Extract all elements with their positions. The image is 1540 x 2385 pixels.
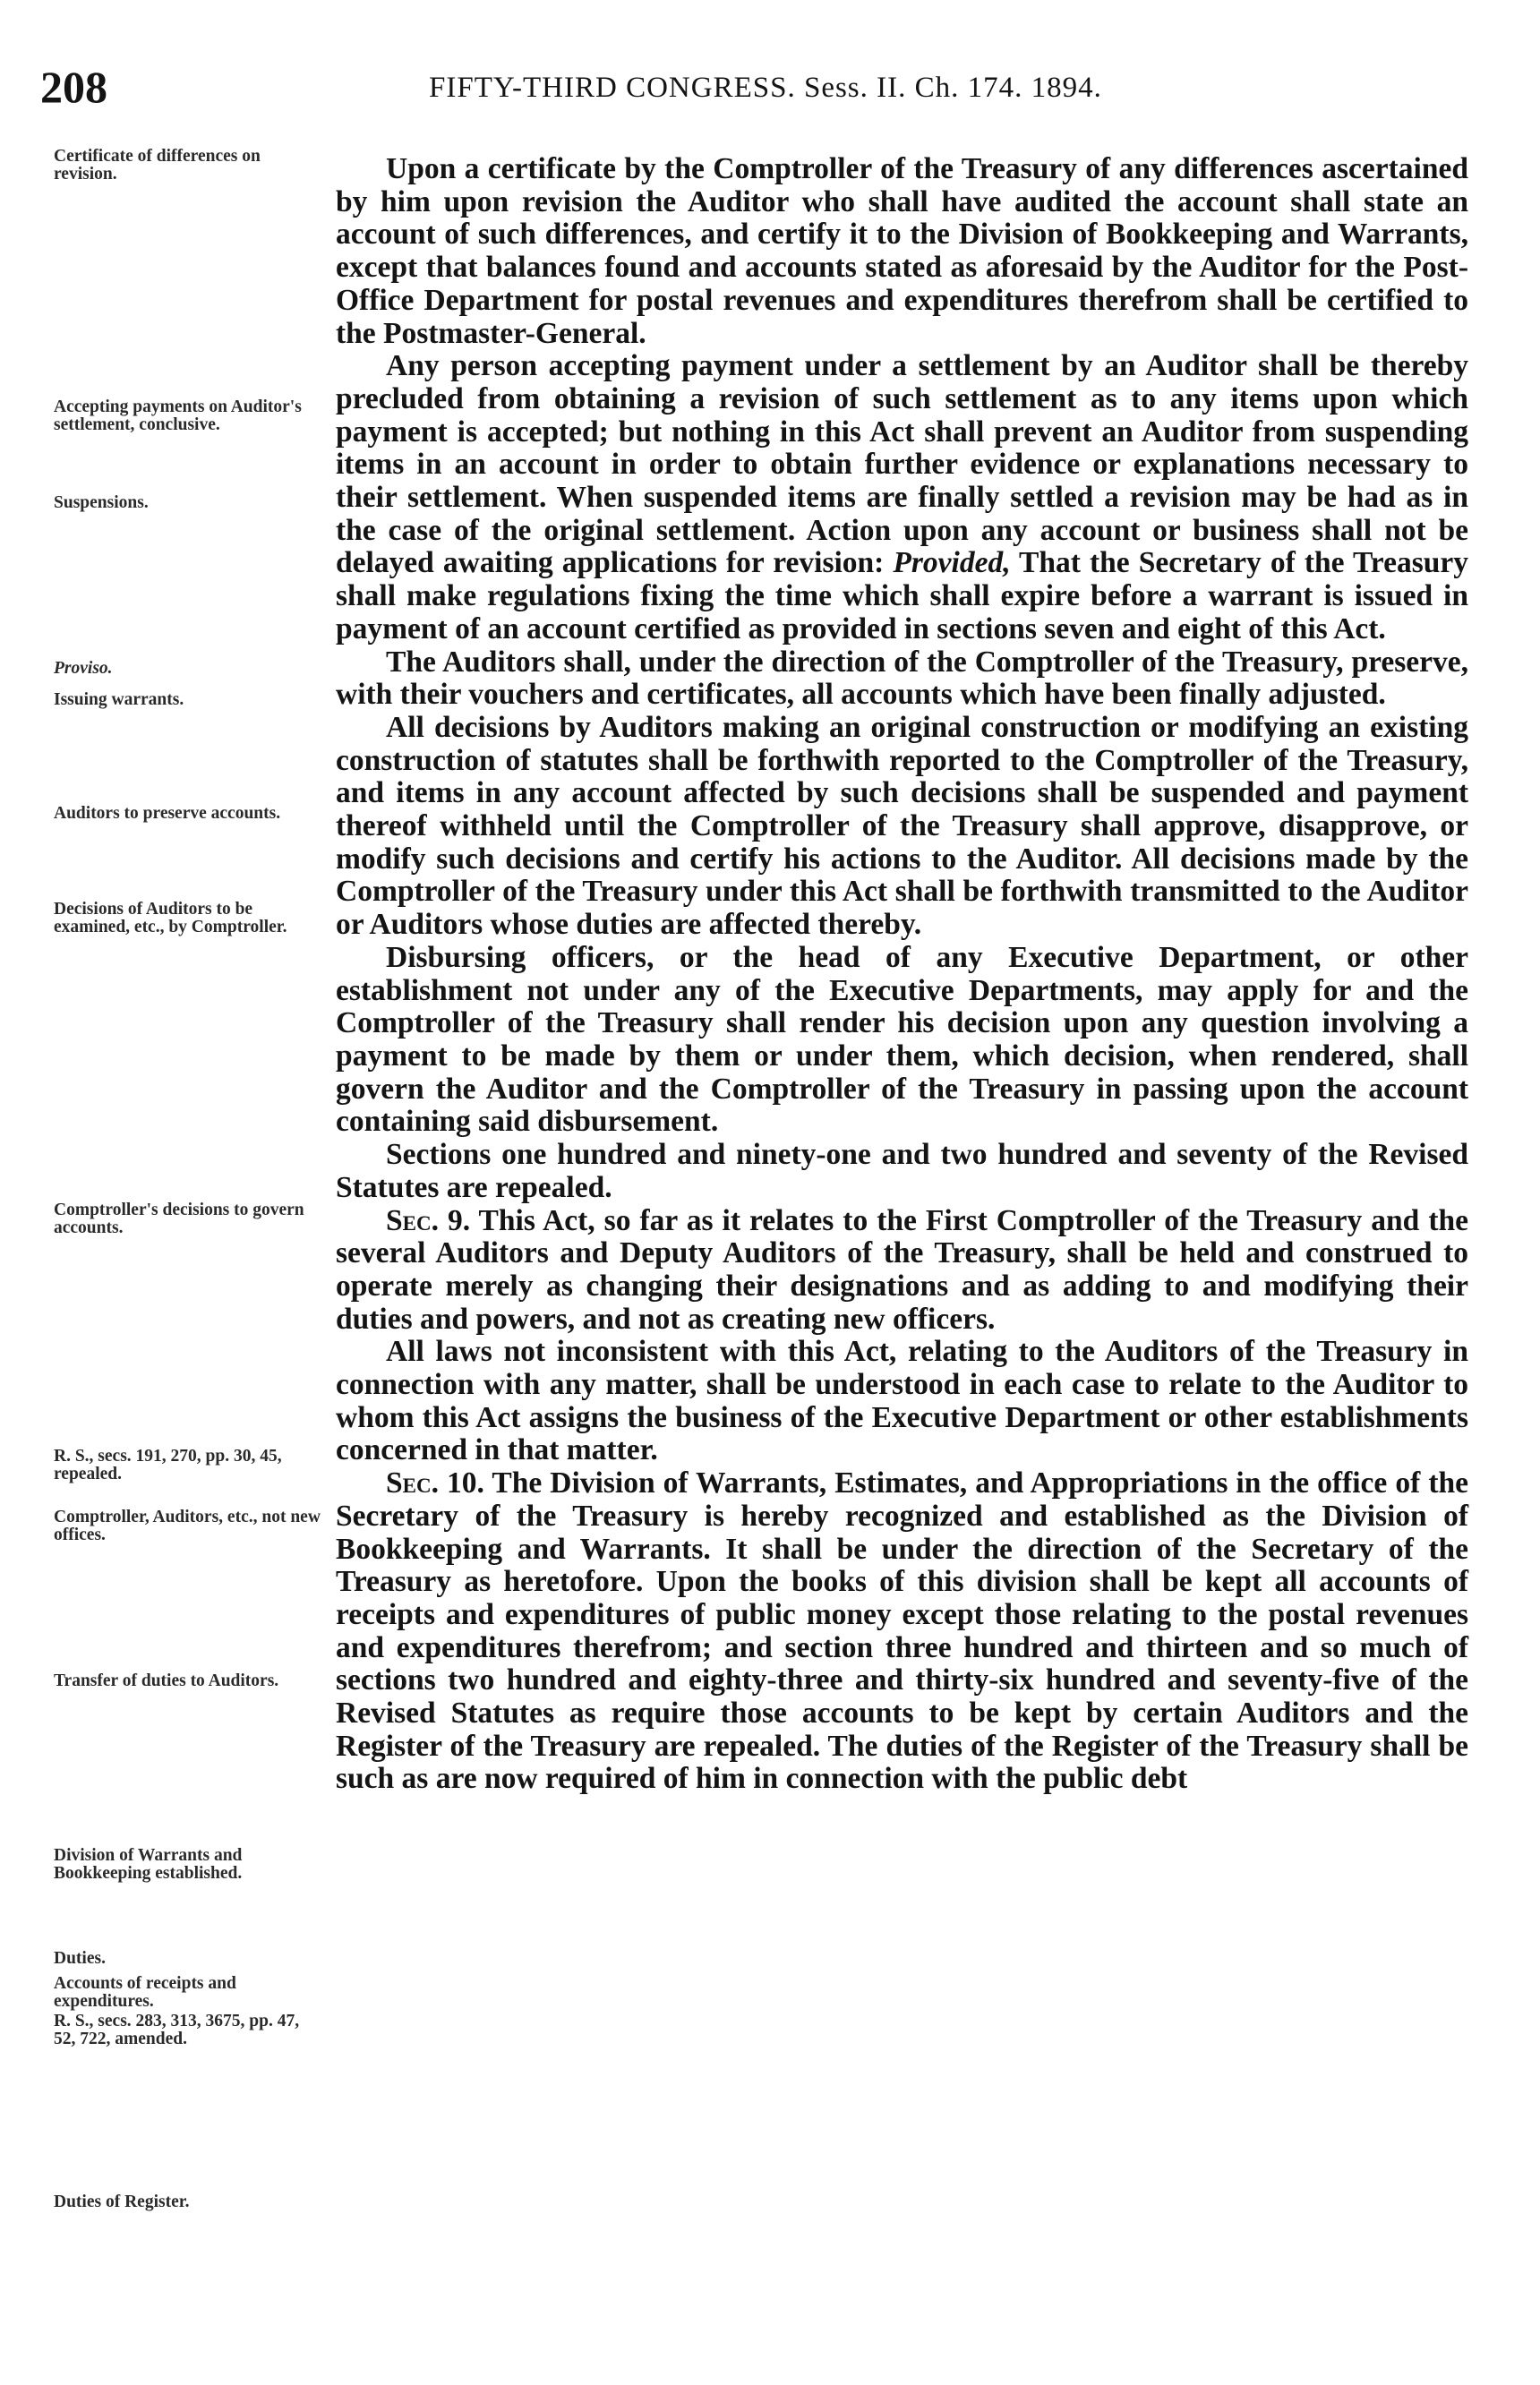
margin-note: Suspensions. [54, 493, 149, 512]
margin-note: R. S., secs. 191, 270, pp. 30, 45, repealed. [54, 1447, 282, 1483]
paragraph: The Auditors shall, under the direction of the Comptroller of the Treasury, preserve, with their vouchers and certificates, all accounts which have been finally adjusted. [336, 645, 1468, 712]
margin-note: Accepting payments on Auditor's settlement, conclusive. [54, 398, 302, 434]
running-title: FIFTY-THIRD CONGRESS. Sess. II. Ch. 174. 1894. [429, 72, 1102, 104]
section-label: Sec. 10. [386, 1466, 484, 1500]
margin-note: Issuing warrants. [54, 690, 184, 709]
margin-note: Certificate of differences on revision. [54, 147, 261, 184]
margin-note: Transfer of duties to Auditors. [54, 1671, 279, 1690]
paragraph: All decisions by Auditors making an original construction or modifying an existing construction of statutes shall be forthwith reported to the Comptroller of the Treasury, and items in any account affected by such decisions shall be suspended and payment thereof withheld until the Comptroller of the Treasury shall approve, disapprove, or modify such decisions and certify his actions to the Auditor. All decisions made by the Comptroller of the Treasury under this Act shall be forthwith transmitted to the Auditor or Auditors whose duties are affected thereby. [336, 710, 1468, 942]
margin-note: Comptroller's decisions to govern accounts. [54, 1201, 304, 1237]
paragraph: Sections one hundred and ninety-one and two hundred and seventy of the Revised Statutes are repealed. [336, 1138, 1468, 1204]
section-label: Sec. 9. [386, 1203, 471, 1237]
margin-note: Comptroller, Auditors, etc., not new offices. [54, 1508, 321, 1544]
proviso-label: Provided, [893, 546, 1011, 580]
paragraph: All laws not inconsistent with this Act, relating to the Auditors of the Treasury in connection with any matter, shall be understood in each case to relate to the Auditor to whom this Act assigns the business of the Executive Department or other establishments concerned in that matter. [336, 1335, 1468, 1467]
margin-note: Duties. [54, 1949, 106, 1968]
margin-note: Duties of Register. [54, 2193, 190, 2211]
statute-body [336, 153, 1468, 1796]
margin-note: Auditors to preserve accounts. [54, 804, 281, 823]
paragraph: Disbursing officers, or the head of any Executive Department, or other establishment not under any of the Executive Departments, may apply for and the Comptroller of the Treasury shall render his decision upon any question involving a payment to be made by them or under them, which decision, when rendered, shall govern the Auditor and the Comptroller of the Treasury in passing upon the account containing said disbursement. [336, 940, 1468, 1139]
paragraph: Sec. 10. The Division of Warrants, Estimates, and Appropriations in the office of the Secretary of the Treasury is hereby recognized and established as the Division of Bookkeeping and Warrants. It shall be under the direction of the Secretary of the Treasury as heretofore. Upon the books of this division shall be kept all accounts of receipts and expenditures of public money except those relating to the postal revenues and expenditures therefrom; and section three hundred and thirteen and so much of sections two hundred and eighty-three and thirty-six hundred and seventy-five of the Revised Statutes as require those accounts to be kept by certain Auditors and the Register of the Treasury are repealed. The duties of the Register of the Treasury shall be such as are now required of him in connection with the public debt [336, 1466, 1468, 1796]
margin-notes [0, 0, 331, 2385]
margin-note: R. S., secs. 283, 313, 3675, pp. 47, 52, 722, amended. [54, 2012, 300, 2048]
margin-note: Division of Warrants and Bookkeeping established. [54, 1846, 243, 1883]
margin-note: Accounts of receipts and expenditures. [54, 1974, 236, 2011]
page-number: 208 [40, 62, 107, 112]
paragraph: Upon a certificate by the Comptroller of the Treasury of any differences ascertained by him upon revision the Auditor who shall have audited the account shall state an account of such differences, and certify it to the Division of Bookkeeping and Warrants, except that balances found and accounts stated as aforesaid by the Auditor for the Post-Office Department for postal revenues and expenditures therefrom shall be certified to the Postmaster-General. [336, 152, 1468, 350]
margin-note: Decisions of Auditors to be examined, etc., by Comptroller. [54, 900, 287, 936]
paragraph: Sec. 9. This Act, so far as it relates to the First Comptroller of the Treasury and the several Auditors and Deputy Auditors of the Treasury, shall be held and construed to operate merely as changing their designations and as adding to and modifying their duties and powers, and not as creating new officers. [336, 1203, 1468, 1336]
margin-note: Proviso. [54, 659, 113, 678]
paragraph: Any person accepting payment under a settlement by an Auditor shall be thereby precluded from obtaining a revision of such settlement as to any items upon which payment is accepted; but nothing in this Act shall prevent an Auditor from suspending items in an account in order to obtain further evidence or explanations necessary to their settlement. When suspended items are finally settled a revision may be had as in the case of the original settlement. Action upon any account or business shall not be delayed awaiting applications for revision: Provided, That the Secretary of the Treasury shall make regulations fixing the time which shall expire before a warrant is issued in payment of an account certified as provided in sections seven and eight of this Act. [336, 349, 1468, 645]
